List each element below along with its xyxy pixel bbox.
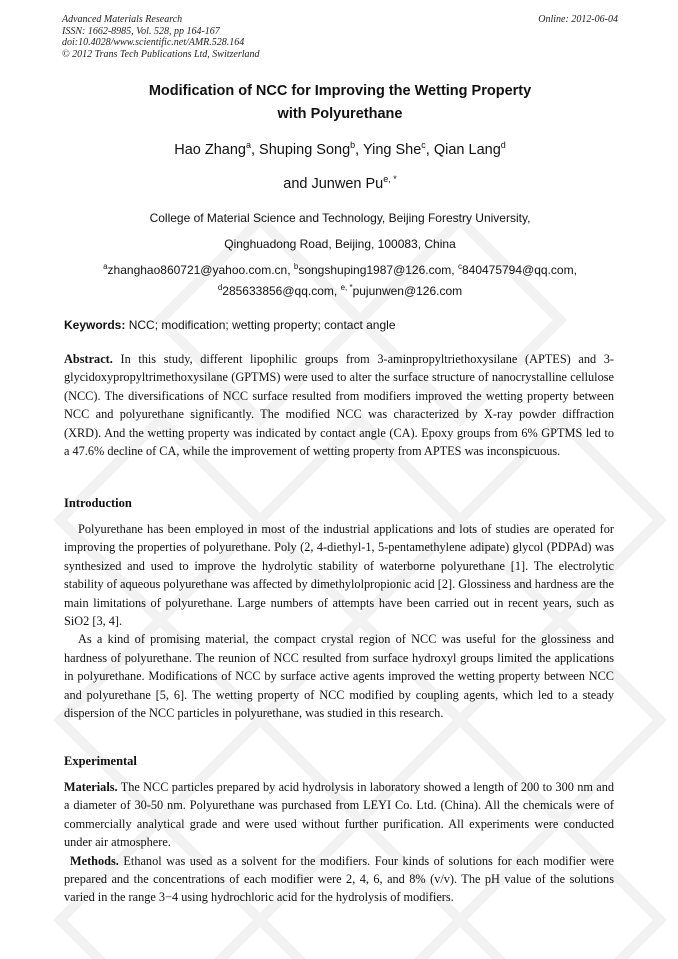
email-sup: e, * xyxy=(340,283,353,292)
materials-text: The NCC particles prepared by acid hydrolysis in laboratory showed a length of 200 to 300 nm and a diameter of 30-50 nm. Polyurethane was purchased from LEYI Co. Ltd. (China). All the chemicals were of commercially analytical grade and were used without further purification. All experiments were conducted under air atmosphere. xyxy=(64,780,614,850)
keywords xyxy=(64,318,614,332)
author-sup: a xyxy=(245,140,251,150)
issn-line: ISSN: 1662-8985, Vol. 528, pp 164-167 xyxy=(62,25,220,37)
author-sup: c xyxy=(421,140,426,150)
affiliation xyxy=(62,205,618,257)
email-address: 840475794@qq.com, xyxy=(461,263,577,277)
author-list: Hao Zhang$^a$, Shuping Song$^b$, Ying She$^c$, Qian Lang$^d$ xyxy=(174,140,506,158)
introduction-paragraph-1: Polyurethane has been employed in most of the industrial applications and lots of studies are operated for improving the properties of polyurethane. Poly (2, 4-diethyl-1, 5-pentamethylene adipate) glycol (PDPAd) was synthesized and used to improve the hydrolytic stability of waterborne polyurethane [1]. The electrolytic stability of aqueous polyurethane was affected by dimethylolpropionic acid [2]. Glossiness and hardness are the main limitations of polyurethane. Large numbers of attempts have been carried out in recent years, such as SiO2 [3, 4]. xyxy=(64,522,614,629)
paper-title xyxy=(62,80,618,126)
materials-paragraph xyxy=(64,778,614,852)
author-sup: d xyxy=(500,140,506,150)
keywords-text: NCC; modification; wetting property; contact angle xyxy=(128,318,396,332)
title-line-2: with Polyurethane xyxy=(277,106,403,122)
author-name: Hao Zhang xyxy=(174,142,246,158)
author-name: Junwen Pu xyxy=(311,176,384,192)
author-sup: e, * xyxy=(383,174,397,184)
abstract-label: Abstract. xyxy=(64,352,113,366)
abstract-text: In this study, different lipophilic groups from 3-aminpropyltriethoxysilane (APTES) and 3-glycidoxypropyltrimethoxysilane (GPTMS) were used to alter the surface structure of nanocrystalline cellulose (NCC). The diversifications of NCC surface resulted from modifiers improved the wetting property between NCC and polyurethane significantly. The modified NCC was characterized by X-ray powder diffraction (XRD). And the wetting property was indicated by contact angle (CA). Epoxy groups from 6% GPTMS led to a 47.6% decline of CA, while the improvement of wetting property from APTES was inconspicuous. xyxy=(64,352,614,459)
methods-paragraph xyxy=(64,852,614,907)
affiliation-line-2: Qinghuadong Road, Beijing, 100083, China xyxy=(224,237,456,251)
introduction-paragraph-2: As a kind of promising material, the compact crystal region of NCC was useful for the glossiness and hardness of polyurethane. The reunion of NCC resulted from surface hydroxyl groups limited the applications in polyurethane. Modifications of NCC by surface active agents improved the wetting property between NCC and polyurethane [5, 6]. The wetting property of NCC modified by coupling agents, which led to a steady dispersion of the NCC particles in polyurethane, was studied in this research. xyxy=(64,632,614,721)
keywords-label: Keywords: xyxy=(64,318,126,332)
email-sup: b xyxy=(293,262,299,271)
author-list-line-2 xyxy=(62,174,618,192)
methods-text: Ethanol was used as a solvent for the modifiers. Four kinds of solutions for each modifier were prepared and the concentrations of each modifier were 2, 4, 6, and 8% (v/v). The pH value of the solutions varied in the range 3−4 using hydrochloric acid for the hydrolysis of modifiers. xyxy=(64,853,614,905)
copyright-line: © 2012 Trans Tech Publications Ltd, Switzerland xyxy=(62,48,260,60)
affiliation-line-1: College of Material Science and Technology, Beijing Forestry University, xyxy=(149,211,531,225)
author-and: and xyxy=(283,176,308,192)
author-name: Qian Lang xyxy=(433,142,501,158)
author-name: Ying She xyxy=(362,142,422,158)
section-heading-experimental: Experimental xyxy=(64,754,137,768)
email-address: songshuping1987@126.com, xyxy=(298,263,455,277)
materials-label: Materials. xyxy=(64,780,118,794)
email-sup: d xyxy=(217,283,223,292)
email-address: 285633856@qq.com, xyxy=(222,284,338,298)
email-sup: a xyxy=(103,262,108,271)
methods-label: Methods. xyxy=(70,853,119,868)
title-line-1: Modification of NCC for Improving the Wetting Property xyxy=(148,83,532,99)
abstract xyxy=(64,350,614,460)
section-heading-introduction: Introduction xyxy=(64,496,132,510)
online-date: Online: 2012-06-04 xyxy=(538,14,618,25)
email-sup: c xyxy=(457,262,462,271)
email-list xyxy=(62,258,618,300)
experimental-body xyxy=(64,778,614,907)
introduction-body xyxy=(64,520,614,722)
author-name: Shuping Song xyxy=(259,142,351,158)
email-address: pujunwen@126.com xyxy=(352,284,463,298)
email-address: zhanghao860721@yahoo.com.cn, xyxy=(107,263,291,277)
author-sup: b xyxy=(350,140,356,150)
journal-name: Advanced Materials Research xyxy=(62,14,183,25)
doi-line: doi:10.4028/www.scientific.net/AMR.528.164 xyxy=(62,37,245,48)
